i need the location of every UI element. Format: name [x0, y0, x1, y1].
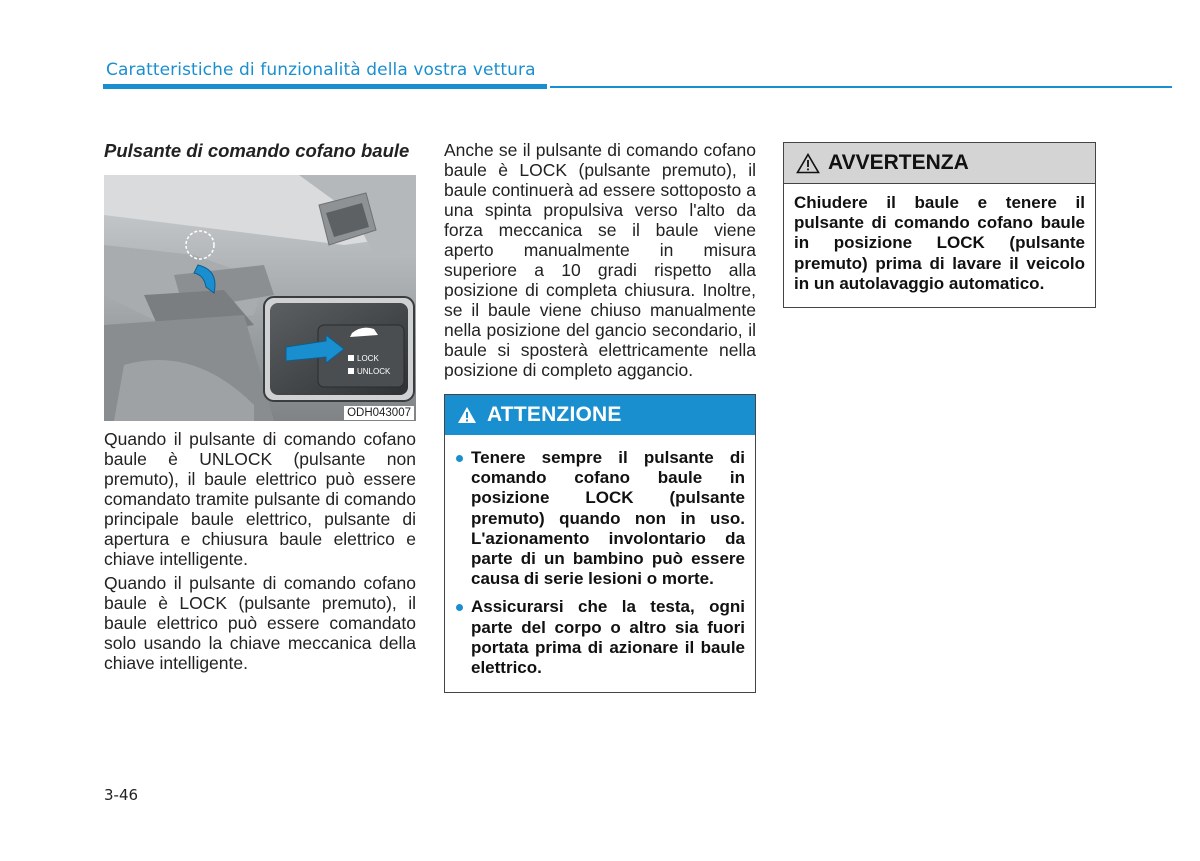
- caution-item: [455, 448, 745, 589]
- left-paragraph-1: Quando il pulsante di comando cofano baule è UNLOCK (pulsante non premuto), il baule elettrico può essere comandato tramite pulsante di comando principale baule elettrico, pulsante di apertura e chiusura baule elettrico e chiave intelligente.: [104, 429, 416, 569]
- caution-item-text: Tenere sempre il pulsante di comando cofano baule in posizione LOCK (pulsante premuto) quando non in uso. L'azionamento involontario da parte di un bambino può essere causa di serie lesioni o morte.: [471, 448, 745, 589]
- header-rule: [103, 84, 547, 89]
- middle-paragraph: Anche se il pulsante di comando cofano baule è LOCK (pulsante premuto), il baule continuerà ad essere sottoposto a una spinta propulsiva verso l'alto da forza meccanica se il baule viene aperto manualmente in misura superiore a 10 gradi rispetto alla posizione di completa chiusura. Inoltre, se il baule viene chiuso manualmente nella posizione del gancio secondario, il baule si sposterà elettricamente nella posizione di completo aggancio.: [444, 140, 756, 380]
- dashboard-illustration: [104, 175, 416, 421]
- lock-label: LOCK: [357, 354, 379, 363]
- caution-box: [444, 394, 756, 693]
- warning-header: [784, 143, 1095, 184]
- column-right: [783, 142, 1096, 308]
- caution-header: [445, 395, 755, 435]
- section-title: Pulsante di comando cofano baule: [104, 140, 410, 161]
- left-paragraph-2: Quando il pulsante di comando cofano baule è LOCK (pulsante premuto), il baule elettrico può essere comandato solo usando la chiave meccanica della chiave intelligente.: [104, 573, 416, 673]
- warning-triangle-icon: [457, 406, 477, 424]
- unlock-label: UNLOCK: [357, 367, 391, 376]
- caution-title: ATTENZIONE: [487, 403, 622, 426]
- warning-triangle-icon: [796, 153, 820, 174]
- column-left: [104, 140, 416, 673]
- caution-list: [445, 435, 755, 692]
- page-number: 3-46: [104, 786, 139, 804]
- warning-box: [783, 142, 1096, 308]
- figure-code: ODH043007: [344, 406, 414, 420]
- header-title: Caratteristiche di funzionalità della vostra vettura: [106, 60, 536, 80]
- warning-title: AVVERTENZA: [828, 151, 969, 174]
- trunk-button-figure: [104, 175, 416, 421]
- bullet-icon: [456, 455, 463, 462]
- header-rule-thin: [550, 86, 1172, 88]
- column-middle: [444, 140, 756, 693]
- warning-body: Chiudere il baule e tenere il pulsante di comando cofano baule in posizione LOCK (pulsante premuto) prima di lavare il veicolo in un autolavaggio automatico.: [794, 193, 1085, 293]
- caution-item: [455, 597, 745, 678]
- caution-item-text: Assicurarsi che la testa, ogni parte del corpo o altro sia fuori portata prima di azionare il baule elettrico.: [471, 597, 745, 678]
- bullet-icon: [456, 604, 463, 611]
